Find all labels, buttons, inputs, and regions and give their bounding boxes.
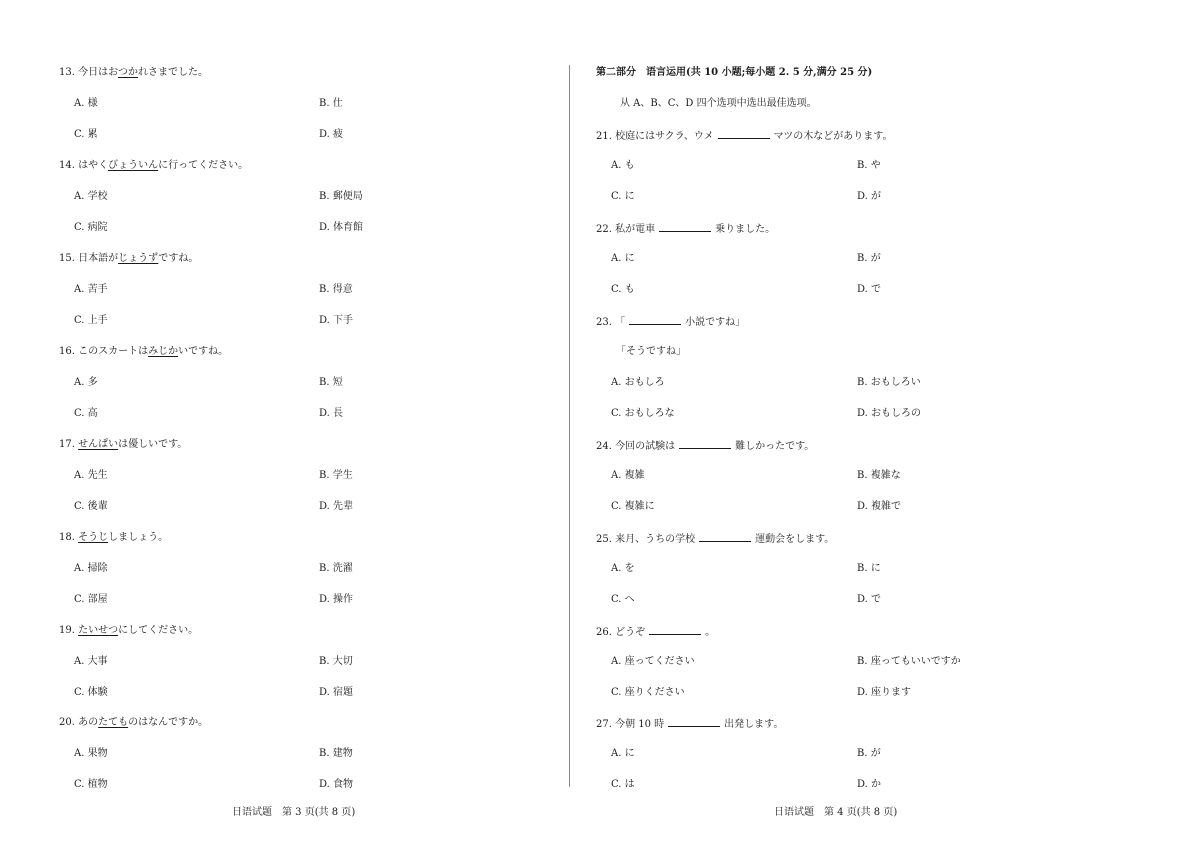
page-divider: [569, 65, 570, 787]
question-23: [596, 314, 745, 330]
option-d: D. で: [857, 594, 882, 605]
question-text: いですね。: [178, 346, 229, 357]
option-a: A. 複雑: [611, 470, 645, 481]
question-27: [596, 716, 783, 732]
question-text: 26. どうぞ: [596, 627, 646, 638]
underlined-term: じょうず: [118, 253, 159, 264]
option-a: A. 先生: [74, 470, 108, 481]
question-13: [59, 66, 208, 80]
option-c: C. に: [611, 191, 635, 202]
question-text: 乗りました。: [715, 224, 776, 235]
option-b: B. 建物: [319, 748, 353, 759]
answer-blank: [629, 314, 681, 325]
instructions: 从 A、B、C、D 四个选项中选出最佳选项。: [620, 98, 817, 109]
option-c: C. へ: [611, 594, 635, 605]
option-b: B. 短: [319, 377, 343, 388]
question-text: 15. 日本語が: [59, 253, 119, 264]
option-c: C. 累: [74, 129, 98, 140]
option-d: D. 下手: [319, 315, 354, 326]
option-c: C. 複雑に: [611, 501, 655, 512]
question-25: [596, 531, 834, 547]
option-d: D. で: [857, 284, 882, 295]
question-text: 25. 来月、うちの学校: [596, 534, 696, 545]
option-b: B. が: [857, 253, 881, 264]
question-text: 。: [705, 627, 716, 638]
question-text: ですね。: [158, 253, 199, 264]
question-text: にしてください。: [118, 625, 199, 636]
question-text: マツの木などがあります。: [773, 131, 893, 142]
underlined-term: つか: [117, 67, 138, 78]
option-a: A. 学校: [74, 191, 108, 202]
question-text: に行ってください。: [158, 160, 249, 171]
question-18: [59, 531, 168, 545]
option-b: B. おもしろい: [857, 377, 921, 388]
underlined-term: たても: [98, 717, 129, 728]
answer-blank: [699, 531, 751, 542]
option-c: C. 上手: [74, 315, 108, 326]
option-d: D. 先辈: [319, 501, 354, 512]
question-17: [59, 438, 187, 452]
question-26: [596, 624, 715, 640]
option-a: A. を: [611, 563, 635, 574]
question-24: [596, 438, 814, 454]
question-19: [59, 624, 198, 638]
question-text: れさまでした。: [137, 67, 208, 78]
question-text: 22. 私が電車: [596, 224, 656, 235]
option-d: D. おもしろの: [857, 408, 922, 419]
option-d: D. 体育館: [319, 222, 364, 233]
option-d: D. 操作: [319, 594, 354, 605]
question-14: [59, 159, 248, 173]
option-d: D. が: [857, 191, 882, 202]
option-a: A. に: [611, 253, 635, 264]
option-c: C. も: [611, 284, 635, 295]
option-b: B. 学生: [319, 470, 353, 481]
option-a: A. に: [611, 748, 635, 759]
option-d: D. 疲: [319, 129, 344, 140]
option-c: C. 高: [74, 408, 98, 419]
option-a: A. 多: [74, 377, 98, 388]
option-c: C. は: [611, 779, 635, 790]
option-a: A. 座ってください: [611, 656, 695, 667]
option-a: A. 様: [74, 98, 98, 109]
option-c: C. おもしろな: [611, 408, 675, 419]
question-15: [59, 252, 198, 266]
underlined-term: そうじ: [78, 532, 109, 543]
question-text: 21. 校庭にはサクラ、ウメ: [596, 131, 714, 142]
option-a: A. 大事: [74, 656, 108, 667]
underlined-term: みじか: [148, 346, 179, 357]
section-title: 第二部分 语言运用(共 10 小题;每小题 2. 5 分,满分 25 分): [596, 67, 873, 78]
question-text: は優しいです。: [118, 439, 188, 450]
question-text: 24. 今回の試験は: [596, 441, 676, 452]
underlined-term: びょういん: [108, 160, 159, 171]
question-text: 18.: [59, 532, 79, 543]
option-d: D. 宿題: [319, 687, 354, 698]
option-b: B. に: [857, 563, 881, 574]
option-c: C. 体験: [74, 687, 108, 698]
option-d: D. 座ります: [857, 687, 912, 698]
option-b: B. 洗濯: [319, 563, 353, 574]
question-text: 難しかったです。: [735, 441, 815, 452]
question-text: 14. はやく: [59, 160, 109, 171]
question-21: [596, 128, 893, 144]
option-d: D. か: [857, 779, 882, 790]
option-b: B. 郵便局: [319, 191, 363, 202]
question-text: 27. 今朝 10 時: [596, 719, 665, 730]
option-b: B. や: [857, 160, 881, 171]
option-c: C. 座りください: [611, 687, 685, 698]
question-22: [596, 221, 775, 237]
option-d: D. 複雑で: [857, 501, 902, 512]
option-c: C. 病院: [74, 222, 108, 233]
question-text: のはなんですか。: [128, 717, 209, 728]
question-text: 13. 今日はお: [59, 67, 118, 78]
option-b: B. 得意: [319, 284, 353, 295]
option-b: B. 座ってもいいですか: [857, 656, 961, 667]
option-c: C. 後輩: [74, 501, 108, 512]
option-a: A. 掃除: [74, 563, 108, 574]
dialogue-reply: 「そうですね」: [616, 346, 686, 357]
answer-blank: [679, 438, 731, 449]
question-20: [59, 716, 208, 730]
question-text: 小説ですね」: [685, 317, 746, 328]
option-b: B. が: [857, 748, 881, 759]
option-a: A. 苦手: [74, 284, 108, 295]
answer-blank: [649, 624, 701, 635]
option-c: C. 部屋: [74, 594, 108, 605]
question-text: 16. このスカートは: [59, 346, 149, 357]
option-b: B. 大切: [319, 656, 353, 667]
right-page: [596, 0, 1200, 868]
option-a: A. おもしろ: [611, 377, 665, 388]
option-a: A. 果物: [74, 748, 108, 759]
question-text: 出発します。: [724, 719, 784, 730]
question-text: 19.: [59, 625, 79, 636]
underlined-term: たいせつ: [78, 625, 119, 636]
page-footer: 日语试题 第 3 页(共 8 页): [232, 807, 356, 818]
answer-blank: [718, 128, 770, 139]
option-c: C. 植物: [74, 779, 108, 790]
underlined-term: せんぱい: [78, 439, 119, 450]
option-d: D. 食物: [319, 779, 354, 790]
option-a: A. も: [611, 160, 635, 171]
option-b: B. 仕: [319, 98, 343, 109]
option-d: D. 長: [319, 408, 344, 419]
page-footer: 日语试题 第 4 页(共 8 页): [774, 807, 898, 818]
question-text: しましょう。: [108, 532, 169, 543]
question-text: 運動会をします。: [755, 534, 835, 545]
question-text: 23. 「: [596, 317, 626, 328]
answer-blank: [659, 221, 711, 232]
option-b: B. 複雑な: [857, 470, 901, 481]
question-16: [59, 345, 228, 359]
question-text: 17.: [59, 439, 79, 450]
answer-blank: [668, 716, 720, 727]
question-text: 20. あの: [59, 717, 99, 728]
